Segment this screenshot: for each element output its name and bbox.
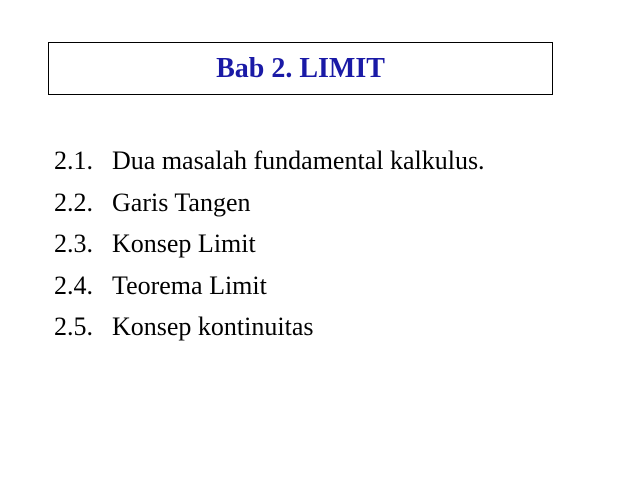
item-number: 2.1. bbox=[54, 146, 93, 175]
item-text: Garis Tangen bbox=[112, 187, 251, 217]
slide-title: Bab 2. LIMIT bbox=[216, 52, 385, 84]
list-item bbox=[54, 265, 485, 307]
item-number: 2.5. bbox=[54, 312, 93, 341]
item-text: Konsep kontinuitas bbox=[112, 312, 314, 341]
item-number: 2.3. bbox=[54, 229, 93, 258]
title-box bbox=[48, 42, 553, 95]
item-text: Dua masalah fundamental kalkulus. bbox=[112, 146, 485, 175]
item-text: Teorema Limit bbox=[112, 270, 267, 300]
list-item bbox=[54, 140, 485, 182]
item-number: 2.4. bbox=[54, 270, 93, 300]
item-text: Konsep Limit bbox=[112, 229, 256, 258]
table-of-contents bbox=[54, 140, 485, 348]
item-number: 2.2. bbox=[54, 187, 93, 217]
list-item bbox=[54, 306, 485, 348]
list-item bbox=[54, 182, 485, 224]
list-item bbox=[54, 223, 485, 265]
